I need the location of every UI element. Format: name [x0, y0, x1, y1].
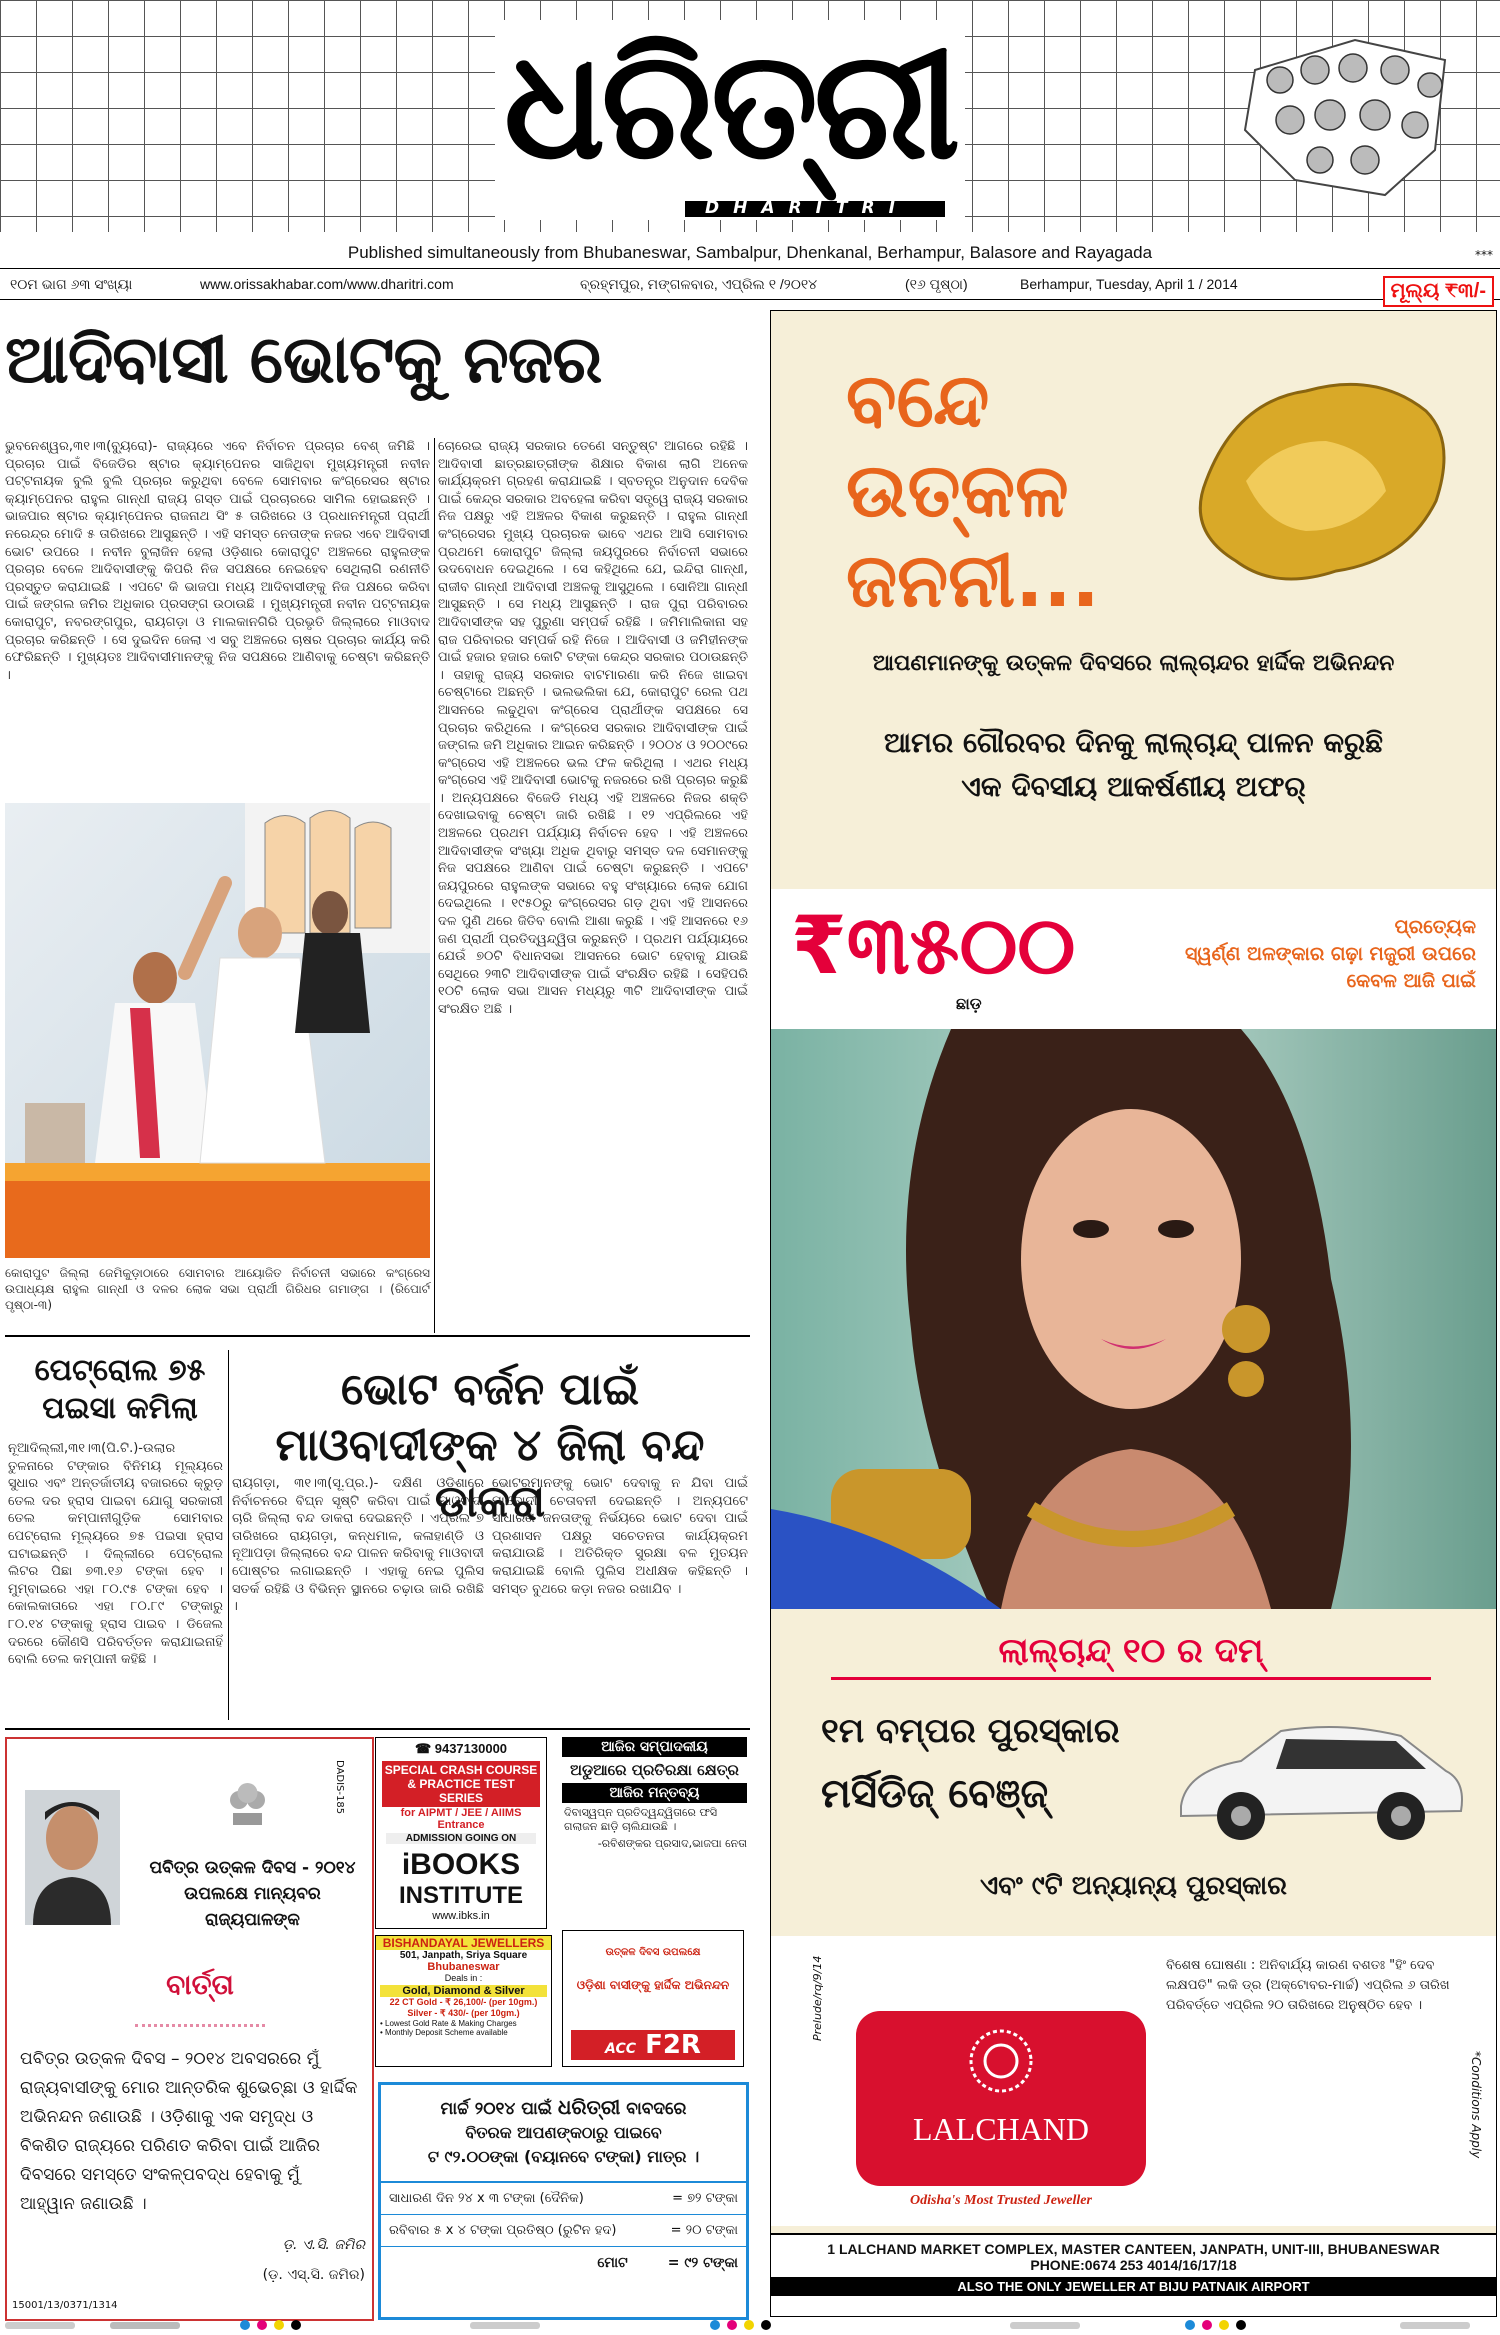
petrol-headline: ପେଟ୍ରୋଲ ୭୫ ପଇସା କମିଲା — [34, 1353, 206, 1426]
lalchand-brand: LALCHAND — [913, 2111, 1089, 2147]
ad-greeting: ଆପଣମାନଙ୍କୁ ଉତ୍କଳ ଦିବସରେ ଲାଲ୍‌ଚାନ୍ଦର ହାର୍ଦ୍ଦିକ ଅଭିନନ୍ଦନ — [872, 651, 1395, 676]
offer-details — [1146, 914, 1476, 995]
sub-line-1 — [381, 2095, 746, 2119]
column-rule — [228, 1350, 229, 1720]
acc-brand: ACC — [605, 2041, 636, 2057]
bish-city: Bhubaneswar — [427, 1961, 500, 1973]
editorial-notes — [562, 1737, 747, 1851]
logo-box — [495, 17, 965, 220]
bish-bullet-2: • Monthly Deposit Scheme available — [380, 2028, 508, 2037]
lalchand-emblem-icon — [966, 2026, 1036, 2096]
car-prize: ମର୍ସିଡିଜ୍ ବେଞ୍ଜ୍ — [821, 1771, 1049, 1817]
sub-line-1a: ମାର୍ଚ୍ଚ ୨୦୧୪ ପାଇଁ — [440, 2099, 558, 2119]
ad-offer-2: ଏକ ଦିବସୀୟ ଆକର୍ଷଣୀୟ ଅଫର୍ — [961, 770, 1306, 803]
sub-line-1c: ବାବଦରେ — [620, 2099, 687, 2119]
ibooks-phone: ☎ 9437130000 — [414, 1741, 508, 1756]
ad-phone: PHONE:0674 253 4014/16/17/18 — [1030, 2257, 1237, 2273]
logo-en: DHARITRI — [705, 198, 909, 218]
comment-quote: ଦିବାସ୍ୱପ୍ନ ପ୍ରତିଦ୍ୱନ୍ଦ୍ୱିତାରେ ଫସି ଗଲାଜନ ଛାଡ଼ି ଚାଲିଯାଉଛି । — [564, 1806, 718, 1833]
governor-message: ପବିତ୍ର ଉତ୍କଳ ଦିବସ – ୨୦୧୪ ଅବସରରେ ମୁଁ ରାଜ୍ୟବାସୀଙ୍କୁ ମୋର ଆନ୍ତରିକ ଶୁଭେଚ୍ଛା ଓ ହାର୍ଦ୍ଦିକ ଅଭିନନ୍ଦନ ଜଣାଉଛି । ଓଡ଼ିଶାକୁ ଏକ ସମୃଦ୍ଧ ଓ ବିକଶିତ ରାଜ୍ୟରେ ପରିଣତ କରିବା ପାଇଁ ଆଜିର ଦିବସରେ ସମସ୍ତେ ସଂକଳ୍ପବଦ୍ଧ ହେବାକୁ ମୁଁ ଆହ୍ୱାନ ଜଣାଉଛି । — [20, 2049, 358, 2214]
ad-offer — [771, 721, 1496, 809]
sub-row-total — [381, 2247, 746, 2279]
acc-product-banner — [571, 2030, 735, 2060]
special-announcement: ବିଶେଷ ଘୋଷଣା : ଅନିବାର୍ଯ୍ୟ କାରଣ ବଶତଃ "ହିଂ ଦେବ ଲକ୍ଷପତି" ଲକି ଡ୍ର (ଅକ୍ଟୋବର-ମାର୍ଚ୍ଚ) ଏପ୍ରିଲ ୬ ତାରିଖ ପରିବର୍ତ୍ତେ ଏପ୍ରିଲ ୨୦ ତାରିଖରେ ଅନୁଷ୍ଠିତ ହେବ । — [1166, 1958, 1450, 2013]
sub-line-2: ବିତରକ ଆପଣଙ୍କଠାରୁ ପାଇବେ — [465, 2123, 662, 2142]
lalchand-tagline: Odisha's Most Trusted Jeweller — [910, 2193, 1092, 2208]
sub-row-weekday — [381, 2183, 746, 2215]
ibooks-admission: ADMISSION GOING ON — [386, 1833, 536, 1844]
governor-signature — [195, 2230, 365, 2290]
rally-photo — [5, 803, 430, 1258]
sub-row-value: = ୭୨ ଟଙ୍କା — [672, 2191, 738, 2206]
offer-amount: ₹୩୫୦୦ — [791, 899, 1076, 992]
edition-stars: *** — [1475, 248, 1493, 262]
sub-row-label: ରବିବାର ୫ x ୪ ଟଙ୍କା ପ୍ରତିଷ୍ଠ (ରୁଟିନ ହଦ) — [389, 2223, 617, 2238]
maoist-column-1: ରାୟଗଡ଼ା, ୩୧।୩(ସୂ.ପ୍ର.)- ଦକ୍ଷିଣ ଓଡ଼ିଶାରେ ନିର୍ବାଚନରେ ବିଘ୍ନ ସୃଷ୍ଟି କରିବା ପାଇଁ ମାଓବାଦୀ ଚାରି ଜିଲ୍ଲା ବନ୍ଦ ଡାକରା ଦେଇଛନ୍ତି । ଏପ୍ରିଲ ୭ ତାରିଖରେ ରାୟଗଡ଼ା, କନ୍ଧମାଳ, କଳାହାଣ୍ଡି ଓ ନୂଆପଡ଼ା ଜିଲ୍ଲାରେ ବନ୍ଦ ପାଳନ କରିବାକୁ ମାଓବାଦୀ ପୋଷ୍ଟର ଲଗାଇଛନ୍ତି । ଏହାକୁ ନେଇ ପୁଲିସ ସତର୍କ ରହିଛି ଓ ବିଭିନ୍ନ ସ୍ଥାନରେ ଚଢ଼ାଉ ଜାରି ରଖିଛି । — [232, 1476, 484, 1615]
ad-address-block — [771, 2233, 1496, 2317]
sub-line-3: ଟ ୯୨.୦୦ଙ୍କା (ବୟାନବେ ଟଙ୍କା) ମାତ୍ର । — [427, 2147, 700, 2166]
ibooks-for: for AIPMT / JEE / AIIMS Entrance — [400, 1807, 522, 1831]
ad-title — [846, 356, 1100, 626]
signature-name: (ଡ଼. ଏସ୍.ସି. ଜମିର) — [262, 2267, 365, 2283]
acc-product: F2R — [645, 2030, 701, 2060]
offer-band — [771, 889, 1496, 1029]
acc-line-2: ଓଡ଼ିଶା ବାସୀଙ୍କୁ ହାର୍ଦ୍ଦିକ ଅଭିନନ୍ଦନ — [576, 1978, 730, 1992]
logo: ଧରିତ୍ରୀ — [503, 17, 957, 193]
date-english: Berhampur, Tuesday, April 1 / 2014 — [1020, 276, 1238, 292]
governor-portrait — [25, 1790, 120, 1925]
ad-airport: ALSO THE ONLY JEWELLER AT BIJU PATNAIK AIRPORT — [771, 2277, 1496, 2296]
bish-deals: Deals in : — [444, 1973, 483, 1983]
ad-address: 1 LALCHAND MARKET COMPLEX, MASTER CANTEEN, JANPATH, UNIT-III, BHUBANESWAR — [827, 2241, 1440, 2257]
bish-bullet-1: • Lowest Gold Rate & Making Charges — [380, 2019, 517, 2028]
petrol-story: ନୂଆଦିଲ୍ଲୀ,୩୧।୩(ପି.ଟି.)-ଉଲାର ତୁଳନାରେ ଟଙ୍କାର ବିନିମୟ ମୂଲ୍ୟରେ ସୁଧାର ଏବଂ ଅନ୍ତର୍ଜାତୀୟ ବଜାରରେ କ୍ରୁଡ଼ ତେଲ ଦର ହ୍ରାସ ପାଇବା ଯୋଗୁ ସରକାରୀ ତେଲ କମ୍ପାନୀଗୁଡ଼ିକ ସୋମବାର ପେଟ୍ରୋଲ ମୂଲ୍ୟରେ ୭୫ ପଇସା ହ୍ରାସ ଘଟାଇଛନ୍ତି । ଦିଲ୍ଲୀରେ ପେଟ୍ରୋଲ ଲିଟର ପିଛା ୭୩.୧୬ ଟଙ୍କା ହେବ । ମୁମ୍ବାଇରେ ଏହା ୮୦.୯୫ ଟଙ୍କା ହେବ । କୋଲକାତାରେ ଏହା ୮୦.୮୯ ଟଙ୍କାରୁ ୮୦.୧୪ ଟଙ୍କାକୁ ହ୍ରାସ ପାଇବ । ଡିଜେଲ ଦରରେ କୌଣସି ପରିବର୍ତ୍ତନ କରାଯାଇନାହିଁ ବୋଲି ତେଲ କମ୍ପାନୀ କହିଛି । — [8, 1441, 223, 1668]
section-rule — [5, 1335, 750, 1337]
other-prizes: ଏବଂ ୯ଟି ଅନ୍ୟାନ୍ୟ ପୁରସ୍କାର — [980, 1871, 1287, 1901]
lalchand-logo — [856, 2011, 1146, 2186]
editorial-label: ଆଜିର ସମ୍ପାଦକୀୟ — [562, 1737, 747, 1757]
subscription-box — [378, 2082, 749, 2320]
lalchand-ad — [770, 310, 1497, 2317]
ad-title-1: ବନ୍ଦେ — [846, 358, 990, 444]
acc-line-1: ଉତ୍କଳ ଦିବସ ଉପଲକ୍ଷେ — [605, 1947, 701, 1958]
offer-per-1: ପ୍ରତ୍ୟେକ — [1394, 916, 1476, 938]
conditions-apply: *Conditions Apply — [1469, 2051, 1483, 2159]
ibooks-crash: SPECIAL CRASH COURSE & PRACTICE TEST SERIES — [382, 1761, 540, 1807]
ibooks-ad — [375, 1737, 547, 1929]
bish-silver: Silver - ₹ 430/- (per 10gm.) — [407, 2008, 520, 2018]
lucky-draw-banner: ଲାଲ୍‌ଚାନ୍ଦ୍ ୧୦ ର ଦମ୍ — [831, 1631, 1431, 1680]
bish-address: 501, Janpath, Sriya Square — [399, 1950, 528, 1961]
state-emblem-icon — [225, 1775, 270, 1830]
signature: ଡ଼. ଏ.ସି. ଜମିର — [282, 2237, 365, 2253]
ibooks-institute: INSTITUTE — [399, 1882, 523, 1909]
bish-gold: 22 CT Gold - ₹ 26,100/- (per 10gm.) — [389, 1997, 538, 2007]
lead-column-1: ଭୁବନେଶ୍ୱର,୩୧।୩(ବ୍ୟୁରୋ)- ରାଜ୍ୟରେ ଏବେ ନିର୍ବାଚନ ପ୍ରଚାର ବେଶ୍ ଜମିଛି । ପ୍ରଚାର ପାଇଁ ବିଜେଡିର ଷ୍ଟାର କ୍ୟାମ୍ପେନର ସାଜିଥିବା ମୁଖ୍ୟମନ୍ତ୍ରୀ ନବୀନ ପଟ୍ଟନାୟକ ବୁଲି ବୁଲି ପ୍ରଚାର କରୁଥିବା ବେଳେ ସୋମବାର କଂଗ୍ରେସର ଷ୍ଟାର କ୍ୟାମ୍ପେନର ରାହୁଲ ଗାନ୍ଧୀ ରାଜ୍ୟ ଗସ୍ତ ପାଇଁ ପ୍ରଚାରରେ ସାମିଲ ହୋଇଛନ୍ତି । ଭାଜପାର ଷ୍ଟାର କ୍ୟାମ୍ପେନର ରାଜନାଥ ସିଂ ୫ ତାରିଖରେ ଓ ପ୍ରଧାନମନ୍ତ୍ରୀ ପ୍ରାର୍ଥୀ ନରେନ୍ଦ୍ର ମୋଦି ୫ ତାରିଖରେ ଆସୁଛନ୍ତି । ଏହି ସମସ୍ତ ନେତାଙ୍କ ନଜର ଏବେ ଆଦିବାସୀ ଭୋଟ ଉପରେ । ନବୀନ ବୁଲାଜିନ ହେଲା ଓଡ଼ିଶାର କୋରାପୁଟ ଅଞ୍ଚଳରେ ରାହୁଲଙ୍କ ପ୍ରଚାର ବେଳେ ଆଦିବାସୀଙ୍କୁ କିପରି ନିଜ ସପକ୍ଷରେ ନେଇହେବ ସେଥିଲାଗି ରଣନୀତି ପ୍ରସ୍ତୁତ କରାଯାଇଛି । ଏପଟେ କି ଭାଜପା ମଧ୍ୟ ଆଦିବାସୀଙ୍କୁ ନିଜ ପକ୍ଷରେ କରିବା ପାଇଁ ଜଙ୍ଗଲ ଜମିର ଅଧିକାର ପ୍ରସଙ୍ଗ ଉଠାଉଛି । ମୁଖ୍ୟମନ୍ତ୍ରୀ ନବୀନ ପଟ୍ଟନାୟକ କୋରାପୁଟ, ନବରଙ୍ଗପୁର, ରାୟଗଡ଼ା ଓ ମାଲକାନଗିରି ପ୍ରଭୃତି ଜିଲ୍ଲାରେ ମାଓବାଦ ପ୍ରଚାର କରିଛନ୍ତି । ସେ ଦୁଇଦିନ ଜେଲା ଏ ସବୁ ଅଞ୍ଚଳରେ ଚାଷର ପ୍ରଚାର କାର୍ଯ୍ୟ କରି ଫେରିଛନ୍ତି । ମୁଖ୍ୟତଃ ଆଦିବାସୀମାନଙ୍କୁ ନିଜ ସପକ୍ଷରେ ଆଣିବାକୁ ଚେଷ୍ଟା କରିଛନ୍ତି । — [5, 439, 430, 683]
sub-brand: ଧରିତ୍ରୀ — [557, 2095, 621, 2119]
prelude-code: Prelude/rq/9/14 — [811, 1955, 824, 2041]
model-photo — [771, 1029, 1496, 1609]
governor-title: ପବିତ୍ର ଉତ୍କଳ ଦିବସ - ୨୦୧୪ ଉପଲକ୍ଷେ ମାନ୍ୟବର ରାଜ୍ୟପାଳଙ୍କ — [149, 1858, 356, 1930]
bish-name: BISHANDAYAL JEWELLERS — [376, 1936, 551, 1950]
car-icon — [1161, 1711, 1471, 1851]
print-register-marks-icon — [0, 2318, 1500, 2332]
offer-per-2: ସ୍ୱର୍ଣ୍ଣ ଅଳଙ୍କାର ଗଢ଼ା ମଜୁରୀ ଉପରେ — [1184, 943, 1476, 965]
published-line: Published simultaneously from Bhubaneswar, Sambalpur, Dhenkanal, Berhampur, Balasore and Rayagada — [347, 243, 1153, 262]
date-odia: ବ୍ରହ୍ମପୁର, ମଙ୍ଗଳବାର, ଏପ୍ରିଲ ୧ /୨୦୧୪ — [580, 276, 818, 292]
sub-row-value: = ୨୦ ଟଙ୍କା — [670, 2223, 738, 2238]
dateline — [0, 268, 1500, 300]
lead-headline: ଆଦିବାସୀ ଭୋଟକୁ ନଜର — [5, 321, 602, 398]
maoist-headline: ଭୋଟ ବର୍ଜନ ପାଇଁ ମାଓବାଦୀଙ୍କ ୪ ଜିଲା ବନ୍ଦ ଡାକରା — [275, 1364, 705, 1527]
dadis-code: DADIS-185 — [334, 1760, 345, 1815]
section-rule — [5, 1728, 750, 1730]
ibooks-brand: iBOOKS — [401, 1848, 521, 1881]
maoist-column-2: ଭୋଟରମାନଙ୍କୁ ଭୋଟ ଦେବାକୁ ନ ଯିବା ପାଇଁ ମାଓବାଦୀ ଚେତାବନୀ ଦେଇଛନ୍ତି । ଅନ୍ୟପଟେ ସାଧାରଣ ଜନତାଙ୍କୁ ନିର୍ଭୟରେ ଭୋଟ ଦେବା ପାଇଁ ପ୍ରଶାସନ ପକ୍ଷରୁ ସଚେତନତା କାର୍ଯ୍ୟକ୍ରମ କରାଯାଉଛି । ଅତିରିକ୍ତ ସୁରକ୍ଷା ବଳ ମୁତୟନ କରାଯାଇଛି ବୋଲି ପୁଲିସ ଅଧୀକ୍ଷକ କହିଛନ୍ତି । ସମସ୍ତ ବୁଥରେ କଡ଼ା ନଜର ରଖାଯିବ । — [492, 1476, 748, 1597]
bishandayal-ad — [375, 1935, 552, 2067]
comment-label: ଆଜିର ମନ୍ତବ୍ୟ — [562, 1783, 747, 1803]
website-link[interactable]: www.orissakhabar.com/www.dharitri.com — [200, 276, 454, 292]
leaders-collage-icon — [1235, 30, 1455, 200]
column-rule — [434, 438, 435, 1333]
governor-barta: ବାର୍ତ୍ତା — [166, 1968, 234, 2001]
ibooks-web-link[interactable]: www.ibks.in — [432, 1910, 490, 1922]
ad-code: 15001/13/0371/1314 — [12, 2300, 118, 2311]
photo-caption: କୋରାପୁଟ ଜିଲ୍ଲା ଜେମିକୁଡ଼ାଠାରେ ସୋମବାର ଆୟୋଜିତ ନିର୍ବାଚନୀ ସଭାରେ କଂଗ୍ରେସ ଉପାଧ୍ୟକ୍ଷ ରାହୁଲ ଗାନ୍ଧୀ ଓ ଦଳର ଲୋକ ସଭା ପ୍ରାର୍ଥୀ ଗିରିଧର ଗମାଙ୍ଗ । (ରିପୋର୍ଟ ପୃଷ୍ଠା-୩) — [5, 1266, 430, 1312]
ad-offer-1: ଆମର ଗୌରବର ଦିନକୁ ଲାଲ୍‌ଚାନ୍ଦ୍ ପାଳନ କରୁଛି — [883, 726, 1384, 759]
offer-per-3: କେବଳ ଆଜି ପାଇଁ — [1346, 970, 1476, 992]
offer-chhad: ଛାଡ଼ — [956, 994, 982, 1013]
sub-row-label: ସାଧାରଣ ଦିନ ୨୪ x ୩ ଟଙ୍କା (ଦୈନିକ) — [389, 2191, 584, 2206]
acc-ad — [562, 1930, 744, 2067]
page-count: (୧୬ ପୃଷ୍ଠା) — [905, 276, 968, 292]
comment-author: -ରବିଶଙ୍କର ପ୍ରସାଦ,ଭାଜପା ନେତା — [597, 1837, 747, 1850]
sub-row-label: ମୋଟ — [597, 2255, 628, 2271]
decorative-flourish — [135, 2012, 265, 2027]
bish-items: Gold, Diamond & Silver — [380, 1985, 547, 1997]
ad-title-2: ଉତ୍କଳ — [846, 448, 1069, 534]
editorial-title: ଅଡୁଆରେ ପ୍ରତିରକ୍ଷା କ୍ଷେତ୍ର — [570, 1761, 739, 1779]
price-badge: ମୂଲ୍ୟ ₹୩/- — [1383, 276, 1494, 307]
sub-rates — [381, 2181, 746, 2279]
gold-odisha-map-icon — [1166, 361, 1466, 601]
ad-title-3: ଜନନୀ... — [846, 538, 1100, 624]
sub-row-sunday — [381, 2215, 746, 2247]
volume: ୧୦ମ ଭାଗ ୬୩ ସଂଖ୍ୟା — [10, 276, 133, 292]
sub-row-value: = ୯୨ ଟଙ୍କା — [667, 2255, 738, 2271]
bumper-prize: ୧ମ ବମ୍ପର ପୁରସ୍କାର — [821, 1711, 1120, 1751]
lead-column-2: ଚୋରେଇ ରାଜ୍ୟ ସରକାର ତେଣେ ସନ୍ତୁଷ୍ଟ ଆଗରେ ରହିଛି । ଆଦିବାସୀ ଛାତ୍ରଛାତ୍ରୀଙ୍କ ଶିକ୍ଷାର ବିକାଶ ଲାଗି ଅନେକ କାର୍ଯ୍ୟକ୍ରମ ଗ୍ରହଣ କରାଯାଇଛି । ସ୍ବତନ୍ତ୍ର ଅନୁଦାନ ଦେବିକ ପାଇଁ କେନ୍ଦ୍ର ସରକାର ଅବହେଳା କରିବା ସତ୍ତ୍ୱେ ରାଜ୍ୟ ସରକାର ନିଜ ପକ୍ଷରୁ ଏହି ଅଞ୍ଚଳର ବିକାଶ କରୁଛନ୍ତି । ରାହୁଲ ଗାନ୍ଧୀ କଂଗ୍ରେସର ମୁଖ୍ୟ ପ୍ରଚାରକ ଭାବେ ଏଥର ଆସି ସୋମବାର ପ୍ରଥମେ କୋରାପୁଟ ଜିଲ୍ଲା ଜୟପୁରରେ ନିର୍ବାଚନୀ ସଭାରେ ଉଦବୋଧନ ଦେଇଥିଲେ । ସେ କହିଥିଲେ ଯେ, ଇନ୍ଦିରା ଗାନ୍ଧୀ, ରାଜୀବ ଗାନ୍ଧୀ ଆଦିବାସୀ ଅଞ୍ଚଳକୁ ଆସୁଥିଲେ । ସୋନିଆ ଗାନ୍ଧୀ ଆସୁଛନ୍ତି । ସେ ମଧ୍ୟ ଆସୁଛନ୍ତି । ରାଜ ପୁରା ପରିବାରର ଆଦିବାସୀଙ୍କ ସହ ପୁରୁଣା ସମ୍ପର୍କ ରହିଛି । ଜମିମାଲିକାନା ସହ ରାଜ ପରିବାରର ସମ୍ପର୍କ ରହି ନିଜେ । ଆଦିବାସୀ ଓ ଜମିହୀନଙ୍କ ପାଇଁ ହଜାର ହଜାର କୋଟି ଟଙ୍କା କେନ୍ଦ୍ର ସରକାର ପଠାଉଛନ୍ତି । ତାହାକୁ ରାଜ୍ୟ ସରକାର ବାଟମାରଣା କରି ନିଜେ ଖାଇବା ଚେଷ୍ଟାରେ ଅଛନ୍ତି । ଭଲଭଲିକା ଯେ, କୋରାପୁଟ ରେଲ ପଥ ଆସନରେ ଲଢୁଥିବା କଂଗ୍ରେସ ପ୍ରାର୍ଥୀଙ୍କ ସପକ୍ଷରେ ସେ ପ୍ରଚାର କରିଥିଲେ । କଂଗ୍ରେସ ସରକାର ଆଦିବାସୀଙ୍କ ପାଇଁ ଜଙ୍ଗଲ ଜମି ଅଧିକାର ଆଇନ କରିଛନ୍ତି । ୨୦୦୪ ଓ ୨୦୦୯ରେ କଂଗ୍ରେସ ଏହି ଅଞ୍ଚଳରେ ଭଲ ଫଳ କରିଥିଲା । ଏଥର ମଧ୍ୟ କଂଗ୍ରେସ ଏହି ଆଦିବାସୀ ଭୋଟକୁ ନଜରରେ ରଖି ପ୍ରଚାର କରୁଛି । ଅନ୍ୟପକ୍ଷରେ ବିଜେଡି ମଧ୍ୟ ଏହି ଅଞ୍ଚଳରେ ନିଜର ଶକ୍ତି ଦେଖାଇବାକୁ ଚେଷ୍ଟା ଜାରି ରଖିଛି । ୧୨ ଏପ୍ରିଲରେ ଏହି ଅଞ୍ଚଳରେ ପ୍ରଥମ ପର୍ଯ୍ୟାୟ ନିର୍ବାଚନ ହେବ । ଏହି ଅଞ୍ଚଳରେ ଆଦିବାସୀଙ୍କ ସଂଖ୍ୟା ଅଧିକ ଥିବାରୁ ସମସ୍ତ ଦଳ ସେମାନଙ୍କୁ ନିଜ ସପକ୍ଷରେ ଆଣିବା ପାଇଁ ଚେଷ୍ଟା କରୁଛନ୍ତି । ଏପଟେ ଜୟପୁରରେ ରାହୁଲଙ୍କ ସଭାରେ ବହୁ ସଂଖ୍ୟାରେ ଲୋକ ଯୋଗ ଦେଇଥିଲେ । ୧୯୫୦ରୁ କଂଗ୍ରେସର ଗଡ଼ ଥିବା ଏହି ଆସନରେ ଦଳ ପୁଣି ଥରେ ଜିତିବ ବୋଲି ଆଶା କରୁଛି । ଏହି ଆସନରେ ୧୬ ଜଣ ପ୍ରାର୍ଥୀ ପ୍ରତିଦ୍ୱନ୍ଦ୍ୱିତା କରୁଛନ୍ତି । ପ୍ରଥମ ପର୍ଯ୍ୟାୟରେ ଯେଉଁ ୭୦ଟି ବିଧାନସଭା ଆସନରେ ଭୋଟ ହେବାକୁ ଯାଉଛି ସେଥିରେ ୨୩ଟି ଆଦିବାସୀଙ୍କ ପାଇଁ ସଂରକ୍ଷିତ ରହିଛି । ସେହିପରି ୧୦ଟି ଲୋକ ସଭା ଆସନ ମଧ୍ୟରୁ ୩ଟି ଆଦିବାସୀଙ୍କ ପାଇଁ ସଂରକ୍ଷିତ ଅଛି । — [438, 439, 748, 1017]
